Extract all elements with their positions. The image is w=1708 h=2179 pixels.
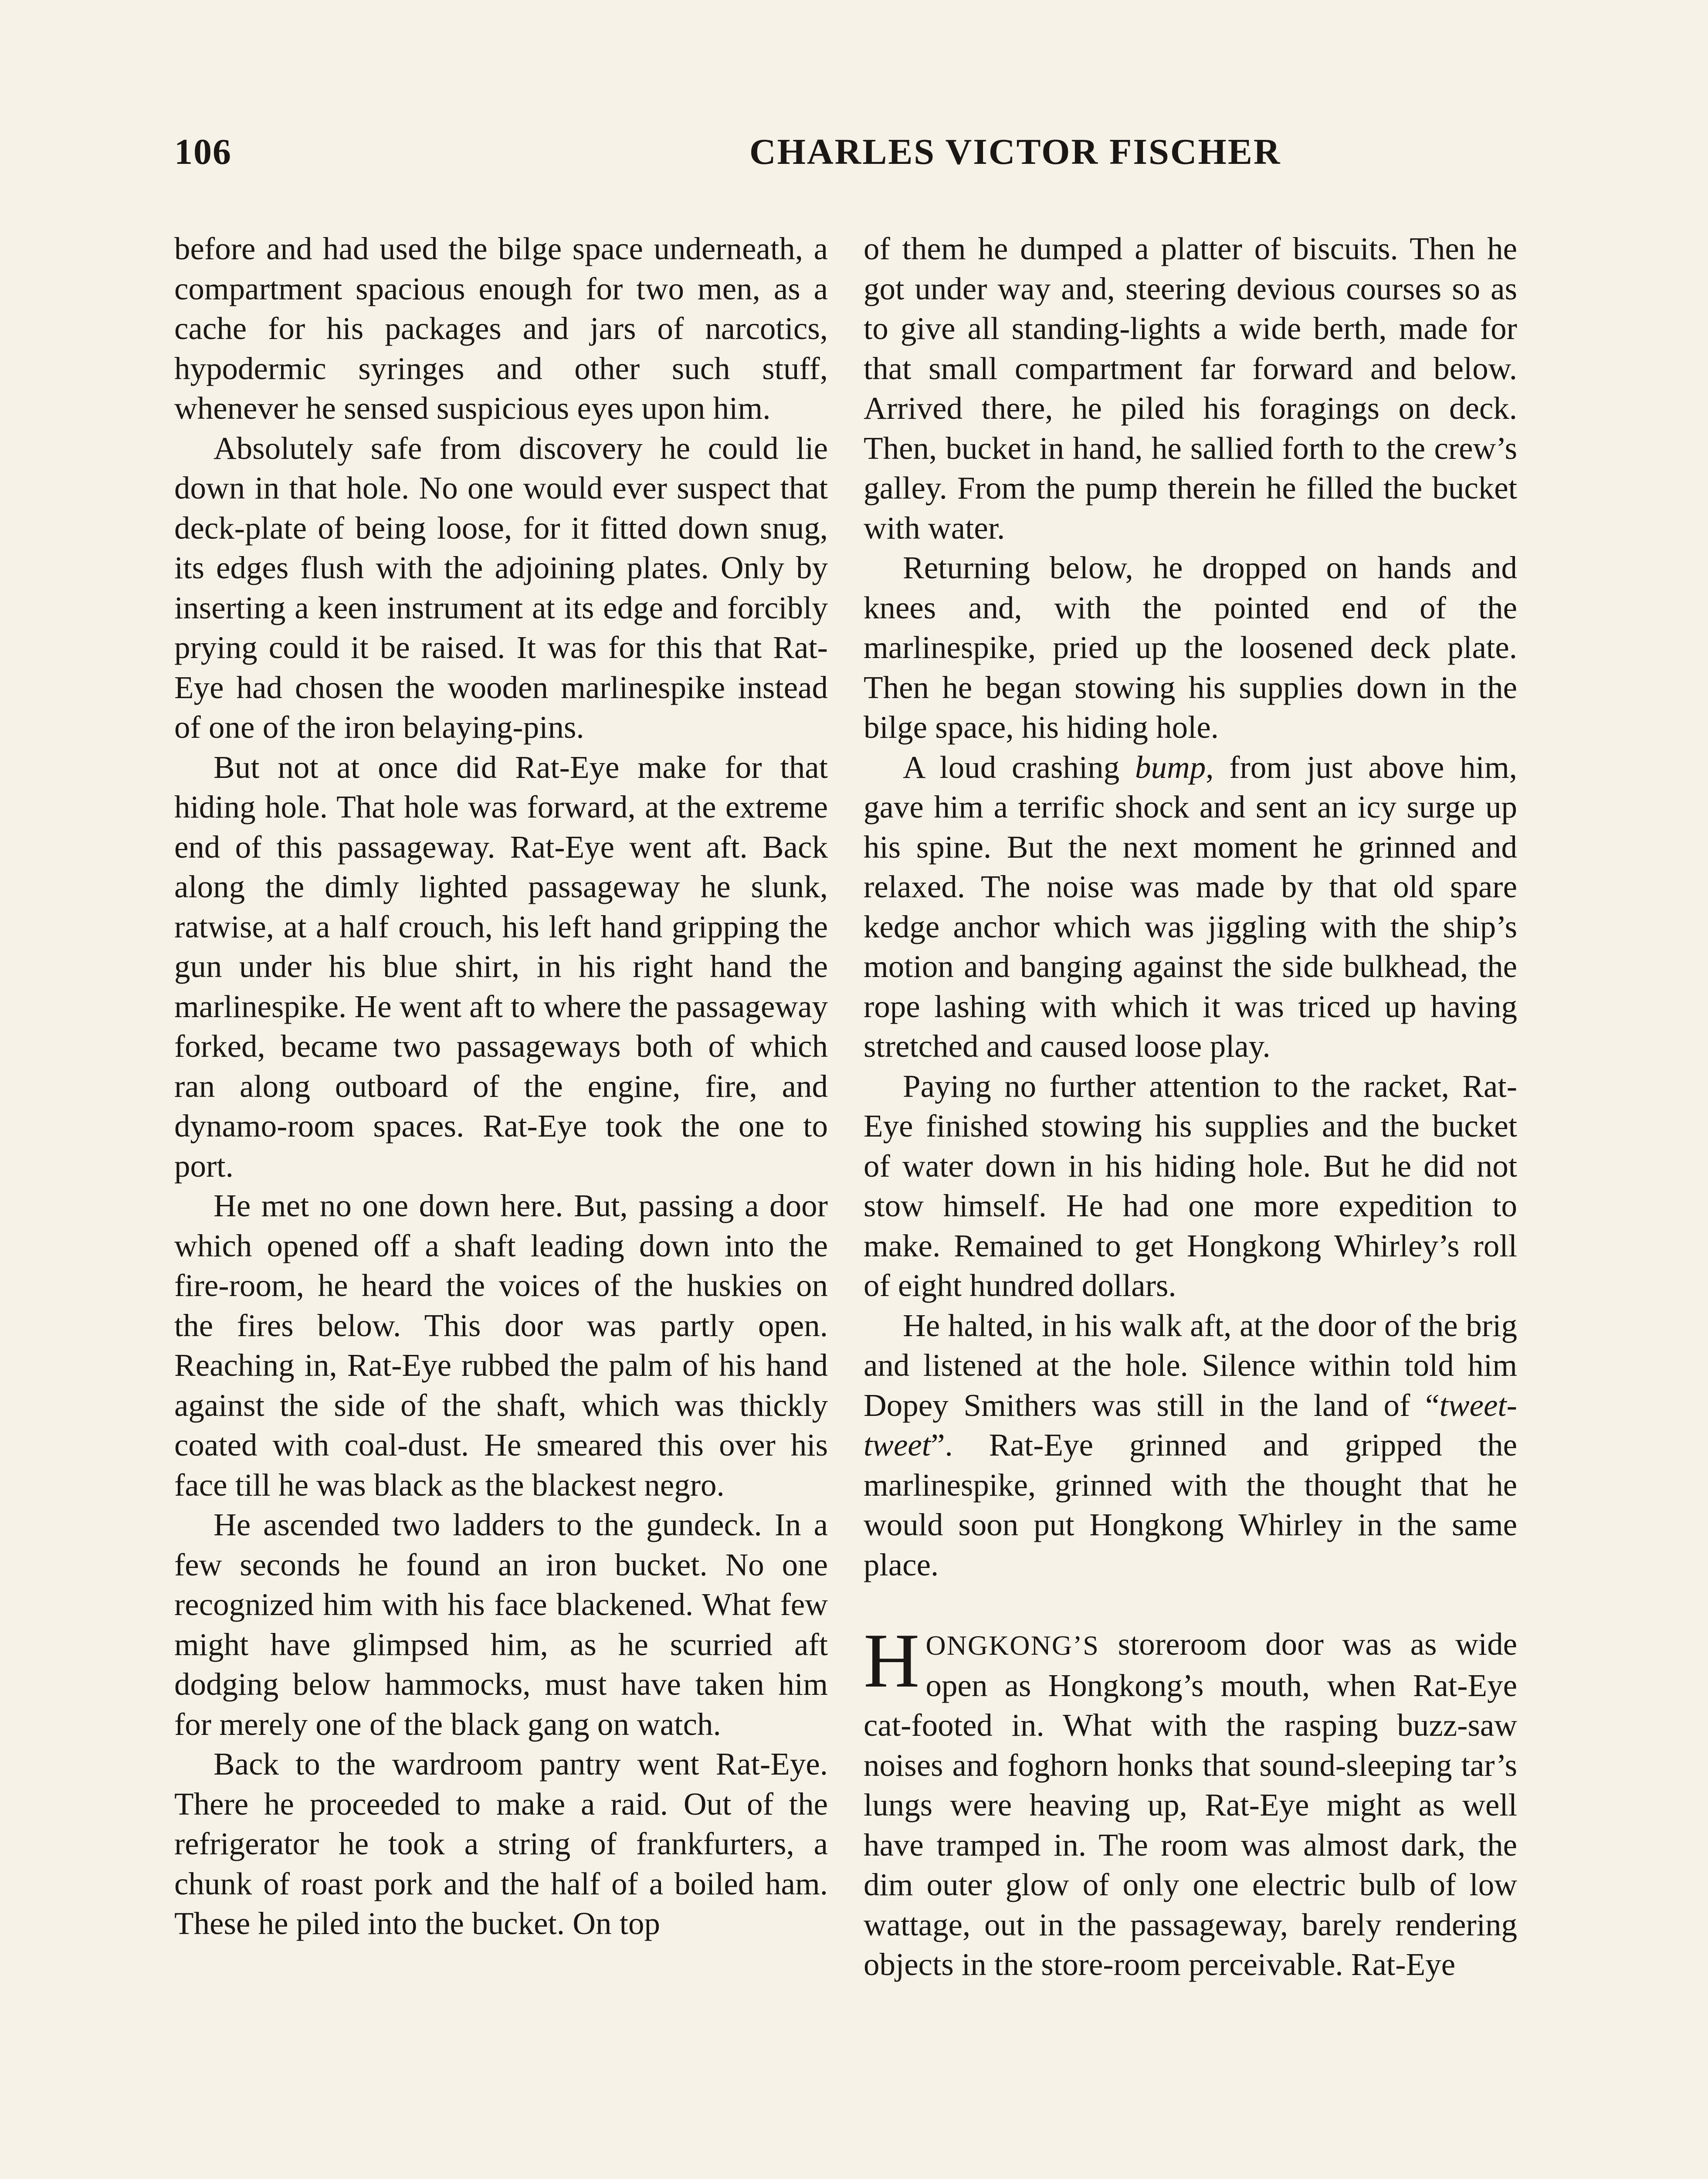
paragraph-text: , from just above him, gave him a terrific shock and sent an icy surge up his spine. But the next moment he grinned and relaxed. The noise was made by that old spare kedge anchor which was jiggling with the ship’s motion and banging against the side bulkhead, the rope lashing with which it was triced up having stretched and caused loose play. (864, 749, 1517, 1064)
paragraph: Paying no further attention to the racket, Rat-Eye finished stowing his supplies and the bucket of water down in his hiding hole. But he did not stow himself. He had one more expedition to make. Remained to get Hongkong Whirley’s roll of eight hundred dollars. (864, 1068, 1517, 1303)
paragraph: of them he dumped a platter of biscuits. Then he got under way and, steering devious courses so as to give all standing-lights a wide berth, made for that small compartment far forward and below. Arrived there, he piled his foragings on deck. Then, bucket in hand, he sallied forth to the crew’s galley. From the pump therein he filled the bucket with water. (864, 231, 1517, 546)
paragraph: Absolutely safe from discovery he could lie down in that hole. No one would ever suspect that deck-plate of being loose, for it fitted down snug, its edges flush with the adjoining plates. Only by inserting a keen instrument at its edge and forcibly prying could it be raised. It was for this that Rat-Eye had chosen the wooden marlinespike instead of one of the iron belaying-pins. (174, 430, 828, 745)
small-caps-word: ONGKONG’S (925, 1630, 1099, 1661)
paragraph: Returning below, he dropped on hands and knees and, with the pointed end of the marlinespike, pried up the loosened deck plate. Then he began stowing his supplies down in the bilge space, his hiding hole. (864, 550, 1517, 745)
paragraph (864, 747, 1517, 1066)
paragraph: before and had used the bilge space underneath, a compartment spacious enough for two men, as a cache for his packages and jars of narcotics, hypodermic syringes and other such stuff, whenever he sensed suspicious eyes upon him. (174, 231, 828, 426)
drop-cap: H (864, 1617, 920, 1704)
section-opening-paragraph (864, 1617, 1517, 1985)
paragraph (864, 1306, 1517, 1585)
paragraph-text: storeroom door was as wide open as Hongkong’s mouth, when Rat-Eye cat-footed in. What with the rasping buzz-saw noises and foghorn honks that sound-sleeping tar’s lungs were heaving up, Rat-Eye might as well have tramped in. The room was almost dark, the dim outer glow of only one electric bulb of low wattage, out in the passageway, barely rendering objects in the store-room perceivable. Rat-Eye (864, 1626, 1517, 1982)
page-header (174, 131, 1534, 196)
paragraph: Back to the wardroom pantry went Rat-Eye. There he proceeded to make a raid. Out of the refrigerator he took a string of frankfurters, a chunk of roast pork and the half of a boiled ham. These he piled into the bucket. On top (174, 1746, 828, 1941)
left-column (174, 229, 828, 1944)
paragraph-text: He halted, in his walk aft, at the door of the brig and listened at the hole. Silence within told him Dopey Smithers was still in the land of “ (864, 1307, 1517, 1423)
italic-word: bump (1135, 749, 1206, 785)
running-title: CHARLES VICTOR FISCHER (749, 132, 1281, 172)
paragraph-text: A loud crashing (903, 749, 1135, 785)
page-number: 106 (174, 132, 232, 172)
italic-phrase: tweet-tweet (864, 1387, 1517, 1463)
paragraph: He met no one down here. But, passing a door which opened off a shaft leading down into the fire-room, he heard the voices of the huskies on the fires below. This door was partly open. Reaching in, Rat-Eye rubbed the palm of his hand against the side of the shaft, which was thickly coated with coal-dust. He smeared this over his face till he was black as the blackest negro. (174, 1188, 828, 1503)
paragraph: He ascended two ladders to the gundeck. In a few seconds he found an iron bucket. No one recognized him with his face blackened. What few might have glimpsed him, as he scurried aft dodging below hammocks, must have taken him for merely one of the black gang on watch. (174, 1507, 828, 1742)
paragraph-text: ”. Rat-Eye grinned and gripped the marlinespike, grinned with the thought that he would soon put Hongkong Whirley in the same place. (864, 1427, 1517, 1582)
paragraph: But not at once did Rat-Eye make for that hiding hole. That hole was forward, at the extreme end of this passageway. Rat-Eye went aft. Back along the dimly lighted passageway he slunk, ratwise, at a half crouch, his left hand gripping the gun under his blue shirt, in his right hand the marlinespike. He went aft to where the passageway forked, became two passageways both of which ran along outboard of the engine, fire, and dynamo-room spaces. Rat-Eye took the one to port. (174, 749, 828, 1184)
right-column (864, 229, 1517, 1985)
